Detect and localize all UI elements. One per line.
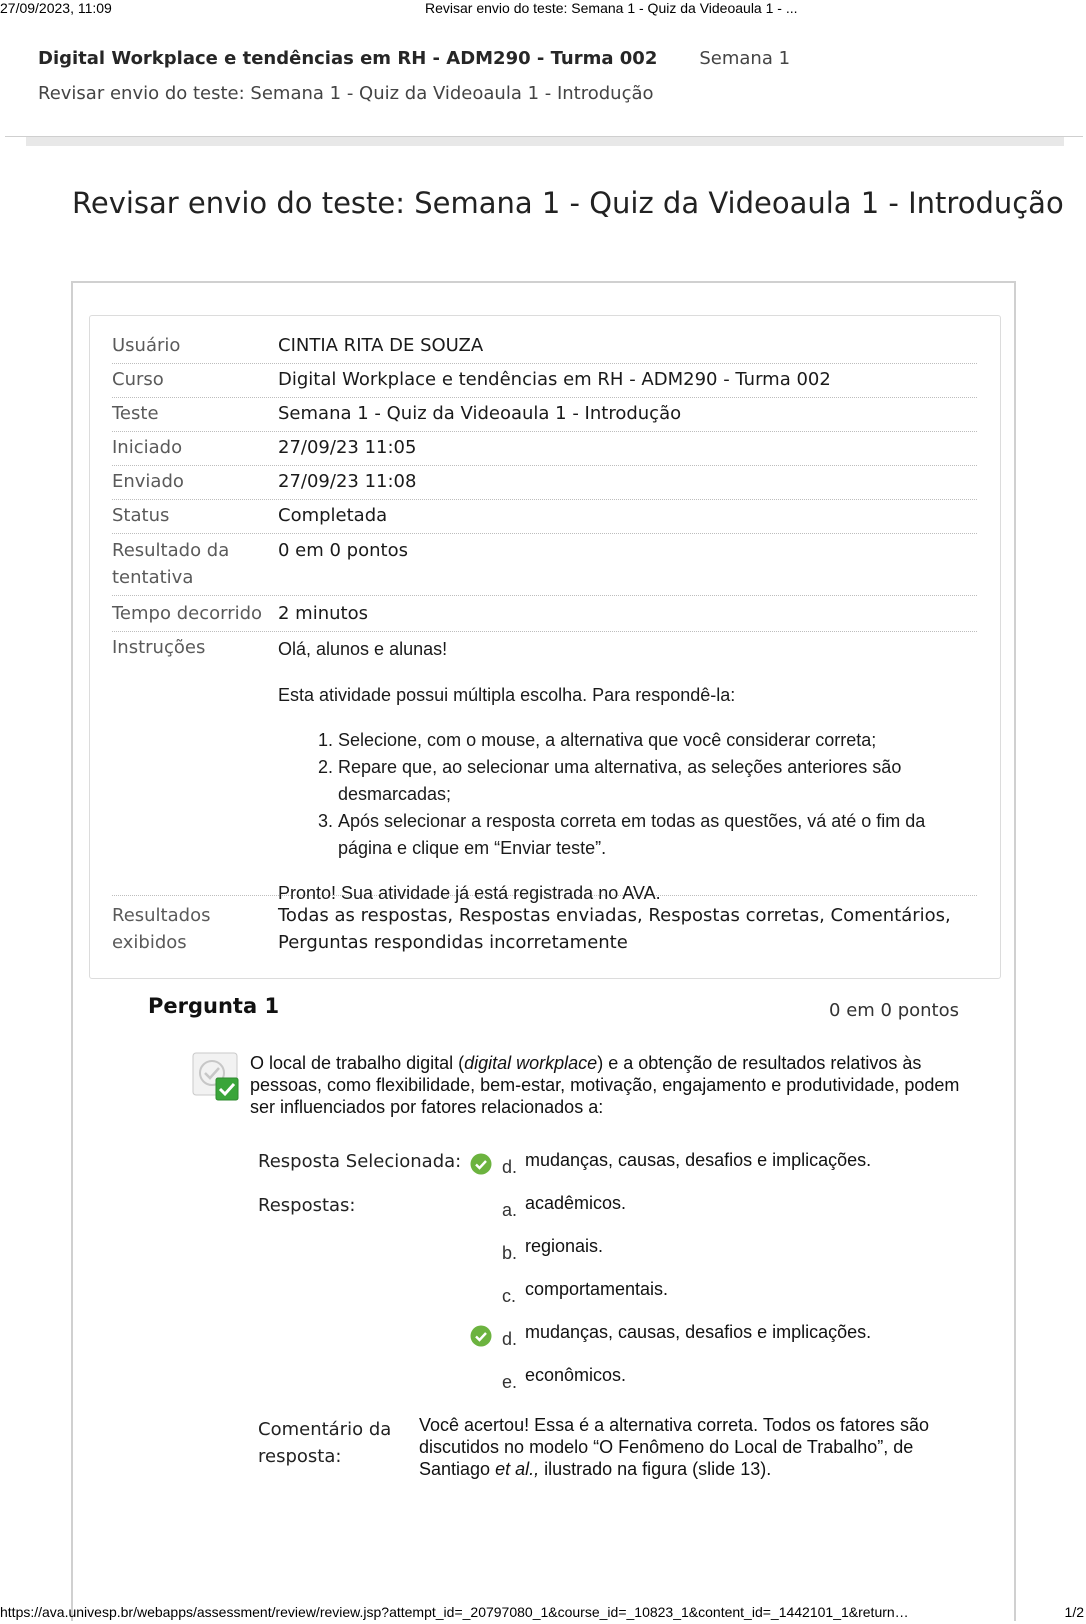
info-row-teste xyxy=(112,400,977,432)
comment-text-italic: et al., xyxy=(495,1459,540,1479)
print-footer xyxy=(0,1604,1086,1624)
info-row-instrucoes xyxy=(112,634,977,903)
info-row-status xyxy=(112,502,977,534)
info-row-enviado xyxy=(112,468,977,500)
info-row-iniciado xyxy=(112,434,977,466)
instructions-greeting: Olá, alunos e alunas! xyxy=(278,639,448,659)
info-value: 2 minutos xyxy=(278,603,368,624)
info-row-resultados xyxy=(112,902,977,960)
info-label: Resultado da tentativa xyxy=(112,540,230,588)
info-value: Todas as respostas, Respostas enviadas, Respostas corretas, Comentários, Perguntas respondidas incorretamente xyxy=(278,905,951,953)
answers-label: Respostas: xyxy=(258,1195,356,1216)
info-value: 27/09/23 11:05 xyxy=(278,437,417,458)
info-label: Instruções xyxy=(112,637,206,658)
print-header xyxy=(0,0,1086,18)
page-title: Revisar envio do teste: Semana 1 - Quiz da Videoaula 1 - Introdução xyxy=(72,186,1064,220)
info-value: Digital Workplace e tendências em RH - ADM290 - Turma 002 xyxy=(278,369,831,390)
breadcrumb-current-page: Revisar envio do teste: Semana 1 - Quiz da Videoaula 1 - Introdução xyxy=(38,83,654,104)
option-text: regionais. xyxy=(525,1236,604,1256)
instructions-content xyxy=(278,636,973,907)
info-label: Usuário xyxy=(112,335,181,356)
info-label: Teste xyxy=(112,403,159,424)
check-icon xyxy=(470,1153,492,1175)
instructions-intro: Esta atividade possui múltipla escolha. Para respondê-la: xyxy=(278,685,736,705)
option-letter: a. xyxy=(502,1200,518,1220)
instructions-step: 2. Repare que, ao selecionar uma alternativa, as seleções anteriores são desmarcadas; xyxy=(338,754,973,808)
info-value: 0 em 0 pontos xyxy=(278,540,408,561)
option-letter: d. xyxy=(502,1329,518,1349)
answer-comment xyxy=(419,1414,979,1480)
question-text-after: ) e a obtenção de resultados relativos às pessoas, como flexibilidade, bem-estar, motivação, engajamento e produtividade, podem ser influenciados por fatores relacionados a: xyxy=(250,1053,960,1117)
question-text-before: O local de trabalho digital ( xyxy=(250,1053,465,1073)
breadcrumb-week[interactable]: Semana 1 xyxy=(699,48,791,69)
option-text: mudanças, causas, desafios e implicações. xyxy=(525,1322,872,1342)
question-text-italic: digital workplace xyxy=(464,1053,598,1073)
comment-text-after: ilustrado na figura (slide 13). xyxy=(539,1459,772,1479)
info-label: Curso xyxy=(112,369,164,390)
info-value: Completada xyxy=(278,505,388,526)
option-letter: d. xyxy=(502,1157,518,1177)
comment-text-before: Você acertou! Essa é a alternativa correta. Todos os fatores são discutidos no modelo “O Fenômeno do Local de Trabalho”, de Santiago xyxy=(419,1415,929,1479)
question-title: Pergunta 1 xyxy=(148,994,280,1018)
option-text: comportamentais. xyxy=(525,1279,669,1299)
option-text: acadêmicos. xyxy=(525,1193,627,1213)
info-label: Tempo decorrido xyxy=(112,603,263,624)
info-label: Enviado xyxy=(112,471,184,492)
print-page-number: 1/2 xyxy=(1064,1604,1084,1620)
info-label: Iniciado xyxy=(112,437,183,458)
print-url: https://ava.univesp.br/webapps/assessment/review/review.jsp?attempt_id=_20797080_1&course_id=_10823_1&content_id=_1442101_1&return… xyxy=(0,1604,909,1620)
print-datetime: 27/09/2023, 11:09 xyxy=(0,0,112,16)
question-text xyxy=(250,1052,970,1118)
selected-answer-label: Resposta Selecionada: xyxy=(258,1151,462,1172)
info-label: Status xyxy=(112,505,170,526)
instructions-step: 3. Após selecionar a resposta correta em todas as questões, vá até o fim da página e clique em “Enviar teste”. xyxy=(338,808,973,862)
info-row-usuario xyxy=(112,332,977,364)
header-band xyxy=(26,137,1064,146)
instructions-steps xyxy=(278,727,973,862)
info-value: Semana 1 - Quiz da Videoaula 1 - Introdução xyxy=(278,403,682,424)
correct-answer-icon xyxy=(192,1052,242,1102)
answer-comment-label: Comentário da resposta: xyxy=(258,1419,392,1467)
option-letter: b. xyxy=(502,1243,518,1263)
breadcrumb xyxy=(38,48,1038,104)
option-letter: e. xyxy=(502,1372,518,1392)
info-row-tempo xyxy=(112,600,977,632)
instructions-step: 1. Selecione, com o mouse, a alternativa que você considerar correta; xyxy=(338,727,973,754)
info-value: 27/09/23 11:08 xyxy=(278,471,417,492)
check-icon xyxy=(470,1325,492,1347)
breadcrumb-course[interactable]: Digital Workplace e tendências em RH - ADM290 - Turma 002 xyxy=(38,48,658,69)
option-text: econômicos. xyxy=(525,1365,627,1385)
info-value: CINTIA RITA DE SOUZA xyxy=(278,335,484,356)
question-points: 0 em 0 pontos xyxy=(829,1000,959,1021)
info-row-curso xyxy=(112,366,977,398)
print-title: Revisar envio do teste: Semana 1 - Quiz da Videoaula 1 - ... xyxy=(425,0,798,16)
option-letter: c. xyxy=(502,1286,517,1306)
info-row-resultado xyxy=(112,537,977,596)
info-label: Resultados exibidos xyxy=(112,905,211,953)
instructions-closing: Pronto! Sua atividade já está registrada no AVA. xyxy=(278,883,661,903)
option-text: mudanças, causas, desafios e implicações. xyxy=(525,1150,872,1170)
